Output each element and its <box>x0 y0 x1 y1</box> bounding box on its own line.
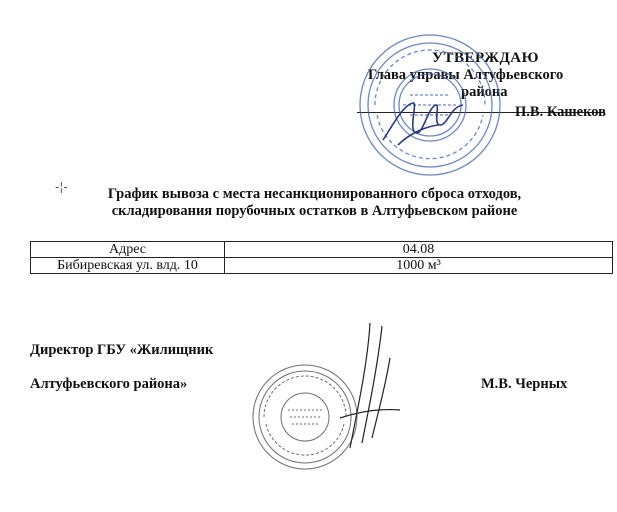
schedule-table <box>30 241 613 274</box>
approval-role-line2: района <box>461 84 508 100</box>
document-title <box>0 186 617 220</box>
document-title-line1: График вывоза с места несанкционированного сброса отходов, <box>107 186 522 202</box>
crosshair-mark-icon: -¦- <box>55 180 68 194</box>
signatory-name: М.В. Черных <box>481 376 568 392</box>
signatory-position-line1: Директор ГБУ «Жилищник <box>30 342 214 358</box>
approval-name: П.В. Кашеков <box>515 104 606 120</box>
approval-signature-icon <box>378 95 468 150</box>
approval-role-line1: Глава управы Алтуфьевского <box>368 67 564 83</box>
table-cell-address: Бибиревская ул. влд. 10 <box>31 258 225 274</box>
signatory-position-line2: Алтуфьевского района» <box>30 376 188 392</box>
table-row <box>31 258 613 274</box>
signatory-signature-icon <box>330 318 410 458</box>
document-title-line2: складирования порубочных остатков в Алтуфьевском районе <box>111 203 518 219</box>
table-header-row <box>31 242 613 258</box>
table-header-date: 04.08 <box>225 242 613 258</box>
table-header-address: Адрес <box>31 242 225 258</box>
table-cell-volume: 1000 м³ <box>225 258 613 274</box>
approval-title: УТВЕРЖДАЮ <box>432 50 540 66</box>
